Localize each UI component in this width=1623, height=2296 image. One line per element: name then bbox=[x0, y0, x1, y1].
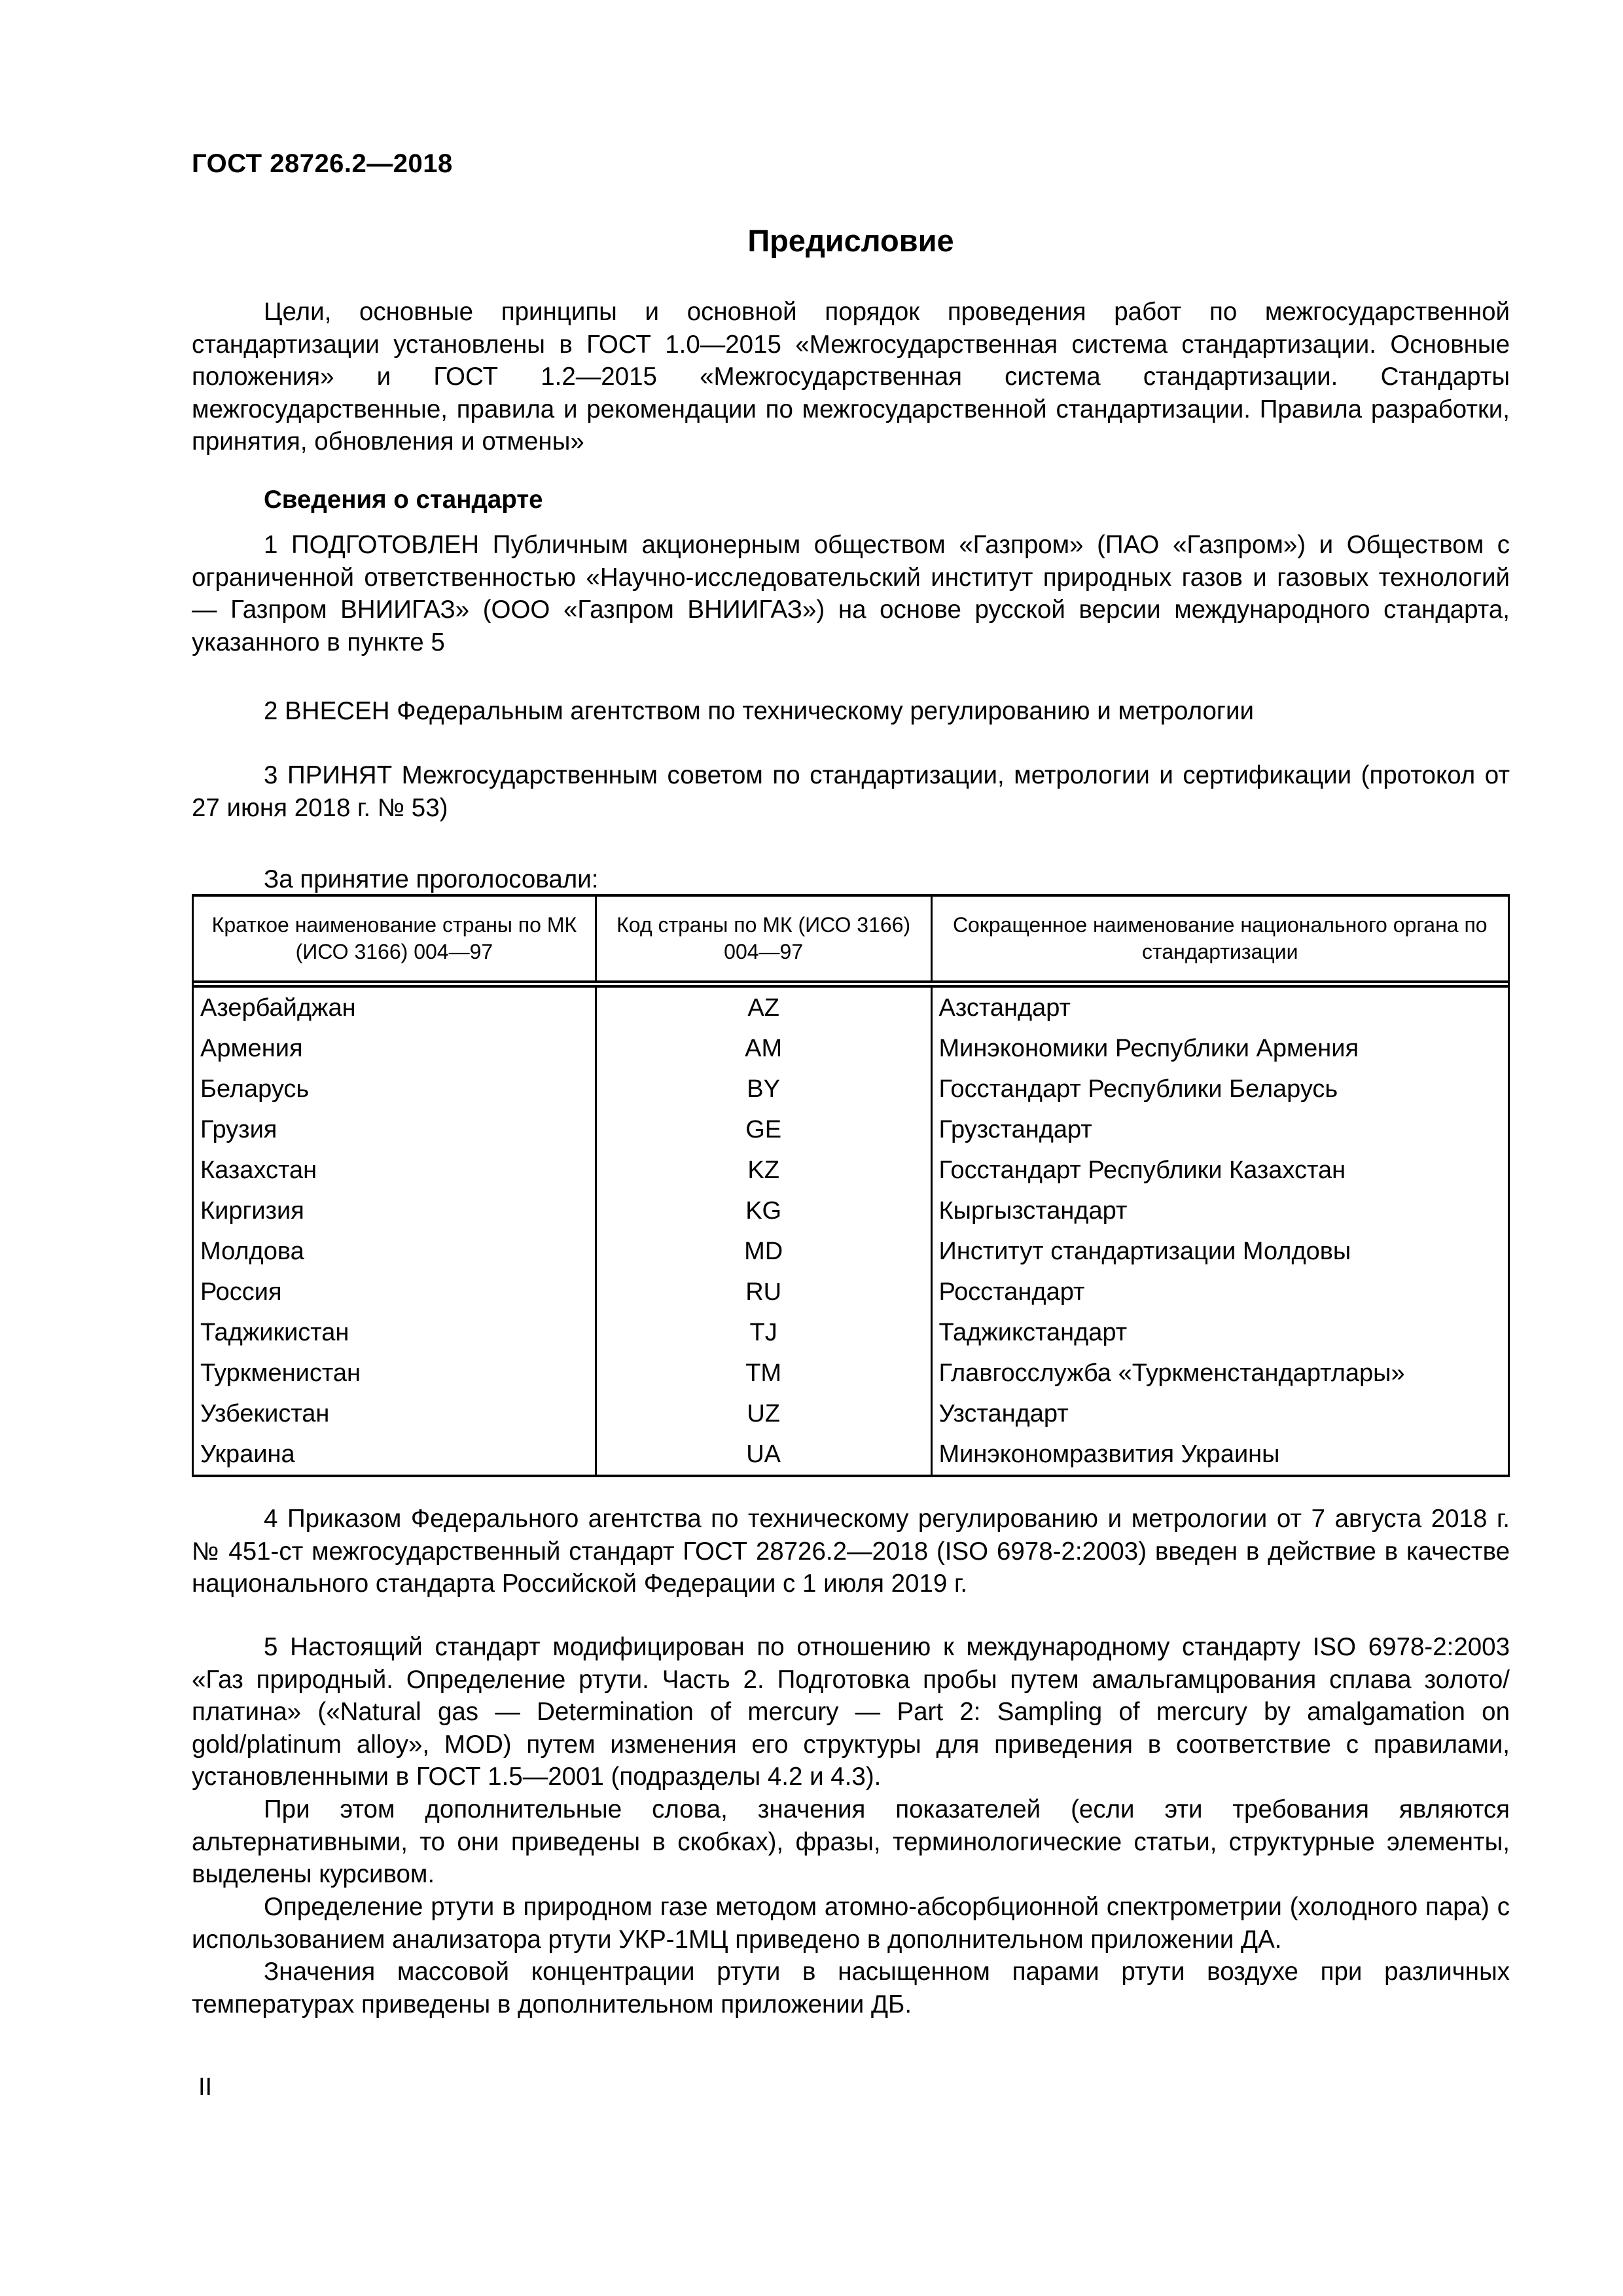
standards-body-cell: Госстандарт Республики Казахстан bbox=[931, 1150, 1509, 1191]
table-row bbox=[193, 1069, 1509, 1109]
table-row bbox=[193, 1272, 1509, 1312]
country-code-cell: BY bbox=[596, 1069, 931, 1109]
intro-paragraph: Цели, основные принципы и основной порядок проведения работ по межгосударственной стандартизации установлены в ГОСТ 1.0—2015 «Межгосударственная система стандартизации. Основные положения» и ГОСТ 1.2—2015 «Межгосударственная система стандартизации. Стандарты межгосударственные, правила и рекомендации по межгосударственной стандартизации. Правила разработки, принятия, обновления и отмены» bbox=[192, 298, 1510, 456]
standards-body-cell: Азстандарт bbox=[931, 986, 1509, 1028]
standards-body-cell: Главгосслужба «Туркменстандартлары» bbox=[931, 1353, 1509, 1393]
standards-body-cell: Таджикстандарт bbox=[931, 1312, 1509, 1353]
table-row bbox=[193, 1191, 1509, 1231]
table-row bbox=[193, 1150, 1509, 1191]
table-row bbox=[193, 1028, 1509, 1069]
item-3-adopted: 3 ПРИНЯТ Межгосударственным советом по стандартизации, метрологии и сертификации (протокол от 27 июня 2018 г. № 53) bbox=[192, 761, 1510, 822]
standards-body-cell: Минэкономики Республики Армения bbox=[931, 1028, 1509, 1069]
standards-body-cell: Грузстандарт bbox=[931, 1109, 1509, 1150]
country-name-cell: Таджикистан bbox=[193, 1312, 596, 1353]
country-name-cell: Молдова bbox=[193, 1231, 596, 1272]
country-code-cell: UA bbox=[596, 1434, 931, 1476]
item-2-submitted: 2 ВНЕСЕН Федеральным агентством по техническому регулированию и метрологии bbox=[264, 697, 1254, 725]
standards-body-cell: Госстандарт Республики Беларусь bbox=[931, 1069, 1509, 1109]
country-code-cell: AZ bbox=[596, 986, 931, 1028]
voted-label: За принятие проголосовали: bbox=[264, 865, 599, 893]
header-standards-body: Сокращенное наименование национального органа по стандартизации bbox=[931, 895, 1509, 982]
item-1-prepared: 1 ПОДГОТОВЛЕН Публичным акционерным обществом «Газпром» (ПАО «Газпром») и Обществом с ограниченной ответственностью «Научно-исследовательский институт природных газов и газовых технологий — Газпром ВНИИГАЗ» (ООО «Газпром ВНИИГАЗ») на основе русской версии международного стандарта, указанного в пункте 5 bbox=[192, 531, 1510, 656]
table-header-row bbox=[193, 895, 1509, 982]
section-heading: Сведения о стандарте bbox=[264, 486, 543, 514]
country-name-cell: Украина bbox=[193, 1434, 596, 1476]
country-name-cell: Беларусь bbox=[193, 1069, 596, 1109]
country-code-cell: RU bbox=[596, 1272, 931, 1312]
header-double-rule bbox=[193, 982, 1509, 986]
table-row bbox=[193, 1109, 1509, 1150]
table-row bbox=[193, 1353, 1509, 1393]
standards-body-cell: Кыргызстандарт bbox=[931, 1191, 1509, 1231]
country-name-cell: Россия bbox=[193, 1272, 596, 1312]
item-4-order: 4 Приказом Федерального агентства по техническому регулированию и метрологии от 7 августа 2018 г. № 451-ст межгосударственный стандарт ГОСТ 28726.2—2018 (ISO 6978-2:2003) введен в действие в качестве национального стандарта Российской Федерации с 1 июля 2019 г. bbox=[192, 1505, 1510, 1598]
header-country-code: Код страны по МК (ИСО 3166) 004—97 bbox=[596, 895, 931, 982]
table-row bbox=[193, 1231, 1509, 1272]
country-code-cell: MD bbox=[596, 1231, 931, 1272]
item-5-modification: 5 Настоящий стандарт модифицирован по отношению к международному стандарту ISO 6978-2:2003 «Газ природный. Определение ртути. Часть 2. Подготовка пробы путем амальгамцрования сплава золото/платина» («Natural gas — Determination of mercury — Part 2: Sampling of mercury by amalgamation on gold/platinum alloy», MOD) путем изменения его структуры для приведения в соответствие с правилами, установленными в ГОСТ 1.5—2001 (подразделы 4.2 и 4.3). bbox=[192, 1633, 1510, 1791]
country-code-cell: TM bbox=[596, 1353, 931, 1393]
standards-body-cell: Росстандарт bbox=[931, 1272, 1509, 1312]
table-row bbox=[193, 1434, 1509, 1476]
country-name-cell: Азербайджан bbox=[193, 986, 596, 1028]
document-code: ГОСТ 28726.2—2018 bbox=[192, 149, 453, 178]
header-country-name: Краткое наименование страны по МК (ИСО 3166) 004—97 bbox=[193, 895, 596, 982]
item-5-note-annex-db: Значения массовой концентрации ртути в насыщенном парами ртути воздухе при различных температурах приведены в дополнительном приложении ДБ. bbox=[192, 1958, 1510, 2018]
country-name-cell: Туркменистан bbox=[193, 1353, 596, 1393]
page-number: II bbox=[198, 2073, 213, 2101]
country-name-cell: Киргизия bbox=[193, 1191, 596, 1231]
country-name-cell: Армения bbox=[193, 1028, 596, 1069]
country-name-cell: Казахстан bbox=[193, 1150, 596, 1191]
country-code-cell: KG bbox=[596, 1191, 931, 1231]
item-5-note-annex-da: Определение ртути в природном газе методом атомно-абсорбционной спектрометрии (холодного пара) с использованием анализатора ртути УКР-1МЦ приведено в дополнительном приложении ДА. bbox=[192, 1893, 1510, 1954]
page-title: Предисловие bbox=[747, 223, 954, 258]
voting-countries-table bbox=[192, 894, 1510, 1477]
standards-body-cell: Узстандарт bbox=[931, 1393, 1509, 1434]
table-row bbox=[193, 986, 1509, 1028]
country-code-cell: GE bbox=[596, 1109, 931, 1150]
country-name-cell: Грузия bbox=[193, 1109, 596, 1150]
country-code-cell: UZ bbox=[596, 1393, 931, 1434]
country-code-cell: KZ bbox=[596, 1150, 931, 1191]
table-row bbox=[193, 1312, 1509, 1353]
standards-body-cell: Минэкономразвития Украины bbox=[931, 1434, 1509, 1476]
standards-body-cell: Институт стандартизации Молдовы bbox=[931, 1231, 1509, 1272]
country-code-cell: TJ bbox=[596, 1312, 931, 1353]
country-name-cell: Узбекистан bbox=[193, 1393, 596, 1434]
item-5-note-italics: При этом дополнительные слова, значения показателей (если эти требования являются альтернативными, то они приведены в скобках), фразы, терминологические статьи, структурные элементы, выделены курсивом. bbox=[192, 1795, 1510, 1888]
table-row bbox=[193, 1393, 1509, 1434]
country-code-cell: AM bbox=[596, 1028, 931, 1069]
